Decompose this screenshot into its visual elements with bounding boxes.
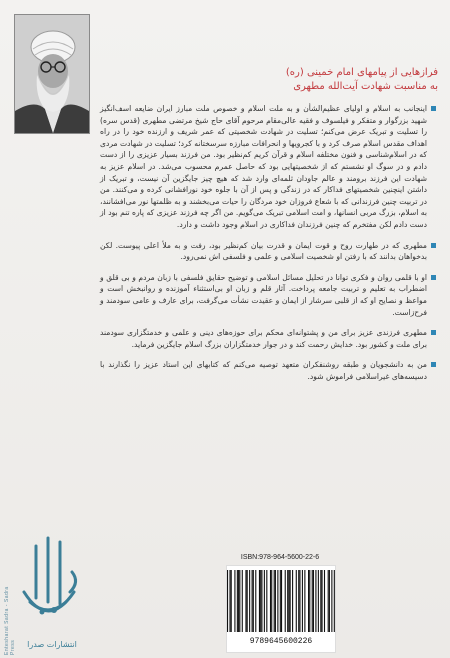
paragraph-2: [100, 240, 436, 263]
square-bullet-icon: [431, 106, 436, 111]
barcode-bar: [231, 570, 232, 632]
barcode-bar: [229, 570, 230, 632]
publisher-name: انتشارات صدرا: [27, 640, 77, 649]
barcode-bar: [238, 570, 239, 632]
barcode-bar: [287, 570, 288, 632]
paragraph-2-text: مطهری که در طهارت روح و قوت ایمان و قدرت بیان کم‌نظیر بود، رفت و به ملأ اعلی پیوست. لکن بدخواهان بدانند که با رفتن او شخصیت اسلامی و علمی و فلسفی اش نمی‌رود.: [100, 240, 427, 262]
paragraph-5: [100, 359, 436, 382]
barcode-bar: [260, 570, 261, 632]
barcode-bar: [237, 570, 238, 632]
barcode-bar: [280, 570, 281, 632]
barcode-bar: [274, 570, 275, 632]
barcode-bar: [290, 570, 291, 632]
barcode-bar: [285, 570, 286, 632]
barcode-bar: [308, 570, 309, 632]
publisher-logo: [8, 532, 86, 652]
paragraph-4-text: مطهری فرزندی عزیز برای من و پشتوانه‌ای محکم برای حوزه‌های دینی و علمی و خدمتگزاری سودمند برای ملت و کشور بود. خدایش رحمت کند و در جوار خدمتگزاران بزرگ اسلام جایگزین فرماید.: [100, 328, 427, 349]
barcode-bar: [318, 570, 319, 632]
barcode-bar: [270, 570, 271, 632]
paragraph-1-text: اینجانب به اسلام و اولیای عظیم‌الشأن و به ملت اسلام و خصوص ملت مبارز ایران ضایعه اسف‌انگیز شهید بزرگوار و متفکر و فیلسوف و فقیه عالی‌مقام مرحوم آقای حاج شیخ مرتضی مطهری (قدس سره) را تسلیت و تبریک عرض می‌کنم؛ تسلیت در شهادت شخصیتی که عمر شریف و ارزنده خود را در راه اهداف مقدس اسلام صرف کرد و با کجرویها و انحرافات مبارزه سرسختانه کرد؛ تسلیت در شهادت مردی که در اسلام‌شناسی و فنون مختلفه اسلام و قرآن کریم کم‌نظیر بود. من فرزند بسیار عزیزی را از دست دادم و در سوگ او نشستم که از شخصیتهایی بود که حاصل عمرم محسوب می‌شد. در اسلام عزیز به شهادت این فرزند برومند و عالم جاودان ثلمه‌ای وارد شد که هیچ چیز جایگزین آن نیست، و تبریک از داشتن اینچنین شخصیتهای فداکار که در زندگی و پس از آن با جلوه خود نورافشانی کرده و می‌کنند. من در تربیت چنین فرزندانی که با شعاع فروزان خود مردگان را حیات می‌بخشند و به ظلمتها نور می‌افشانند، به اسلام، بزرگ مربی انسانها، و امت اسلامی تبریک می‌گویم. من اگر چه فرزند عزیزی که پاره تنم بود از دست دادم لکن مفتخرم که چنین فرزندان فداکاری در اسلام وجود داشت و دارد.: [100, 104, 427, 229]
barcode-bar: [264, 570, 265, 632]
barcode-bar: [324, 570, 325, 632]
barcode-bar: [322, 570, 323, 632]
barcode-bar: [253, 570, 254, 632]
barcode-bar: [296, 570, 297, 632]
barcode-bar: [245, 570, 246, 632]
barcode-bar: [247, 570, 248, 632]
author-portrait: [14, 14, 90, 134]
paragraph-4: [100, 327, 436, 350]
message-body: [100, 103, 436, 391]
barcode-bar: [261, 570, 262, 632]
barcode-bar: [281, 570, 282, 632]
publisher-latin-name: Entesharat Sadra - Sadra Press: [4, 586, 16, 655]
portrait-illustration: [15, 15, 89, 133]
barcode-bar: [266, 570, 267, 632]
title-line-1: فرازهایی از پیامهای امام خمینی (ره): [285, 67, 438, 78]
isbn-label: ISBN:978-964-5600-22-6: [240, 554, 320, 561]
barcode-bar: [313, 570, 314, 632]
barcode-bar: [334, 570, 335, 632]
square-bullet-icon: [431, 275, 436, 280]
barcode-bar: [227, 570, 228, 632]
barcode-bar: [275, 570, 276, 632]
barcode-bar: [259, 570, 260, 632]
title-line-2: به مناسبت شهادت آیت‌الله مطهری: [293, 81, 438, 92]
paragraph-5-text: من به دانشجویان و طبقه روشنفکران متعهد توصیه می‌کنم که کتابهای این استاد عزیز را نگذارند با دسیسه‌های غیراسلامی فراموش شود.: [100, 360, 427, 381]
barcode-bar: [277, 570, 278, 632]
barcode-bar: [242, 570, 243, 632]
barcode-bars: [227, 566, 335, 636]
barcode-bar: [329, 570, 330, 632]
barcode-bar: [304, 570, 305, 632]
barcode-bar: [271, 570, 272, 632]
square-bullet-icon: [431, 330, 436, 335]
barcode-bar: [292, 570, 293, 632]
square-bullet-icon: [431, 243, 436, 248]
barcode-bar: [309, 570, 310, 632]
square-bullet-icon: [431, 362, 436, 367]
barcode-bar: [320, 570, 321, 632]
barcode-bar: [328, 570, 329, 632]
barcode-bar: [298, 570, 299, 632]
publisher-calligraphy-icon: [8, 532, 86, 652]
barcode-number: 9789645600226: [249, 637, 313, 646]
barcode-bar: [312, 570, 313, 632]
barcode-bar: [249, 570, 250, 632]
paragraph-3-text: او با قلمی روان و فکری توانا در تحلیل مسائل اسلامی و توضیح حقایق فلسفی با زبان مردم و بی قلق و اضطراب به تعلیم و تربیت جامعه پرداخت. آثار قلم و زبان او بی‌استثناء آموزنده و روانبخش است و مواعظ و نصایح او که از قلبی سرشار از ایمان و عقیدت نشأت می‌گرفت، برای عارف و عامی سودمند و فرح‌زاست.: [100, 272, 427, 317]
isbn-barcode: [226, 565, 336, 653]
paragraph-3: [100, 272, 436, 318]
barcode-bar: [239, 570, 240, 632]
barcode-bar: [288, 570, 289, 632]
barcode-bar: [299, 570, 300, 632]
paragraph-1: [100, 103, 436, 231]
barcode-bar: [252, 570, 253, 632]
barcode-bar: [255, 570, 256, 632]
barcode-bar: [234, 570, 235, 632]
title-block: [118, 66, 438, 94]
barcode-bar: [302, 570, 303, 632]
barcode-bar: [315, 570, 316, 632]
barcode-bar: [331, 570, 332, 632]
